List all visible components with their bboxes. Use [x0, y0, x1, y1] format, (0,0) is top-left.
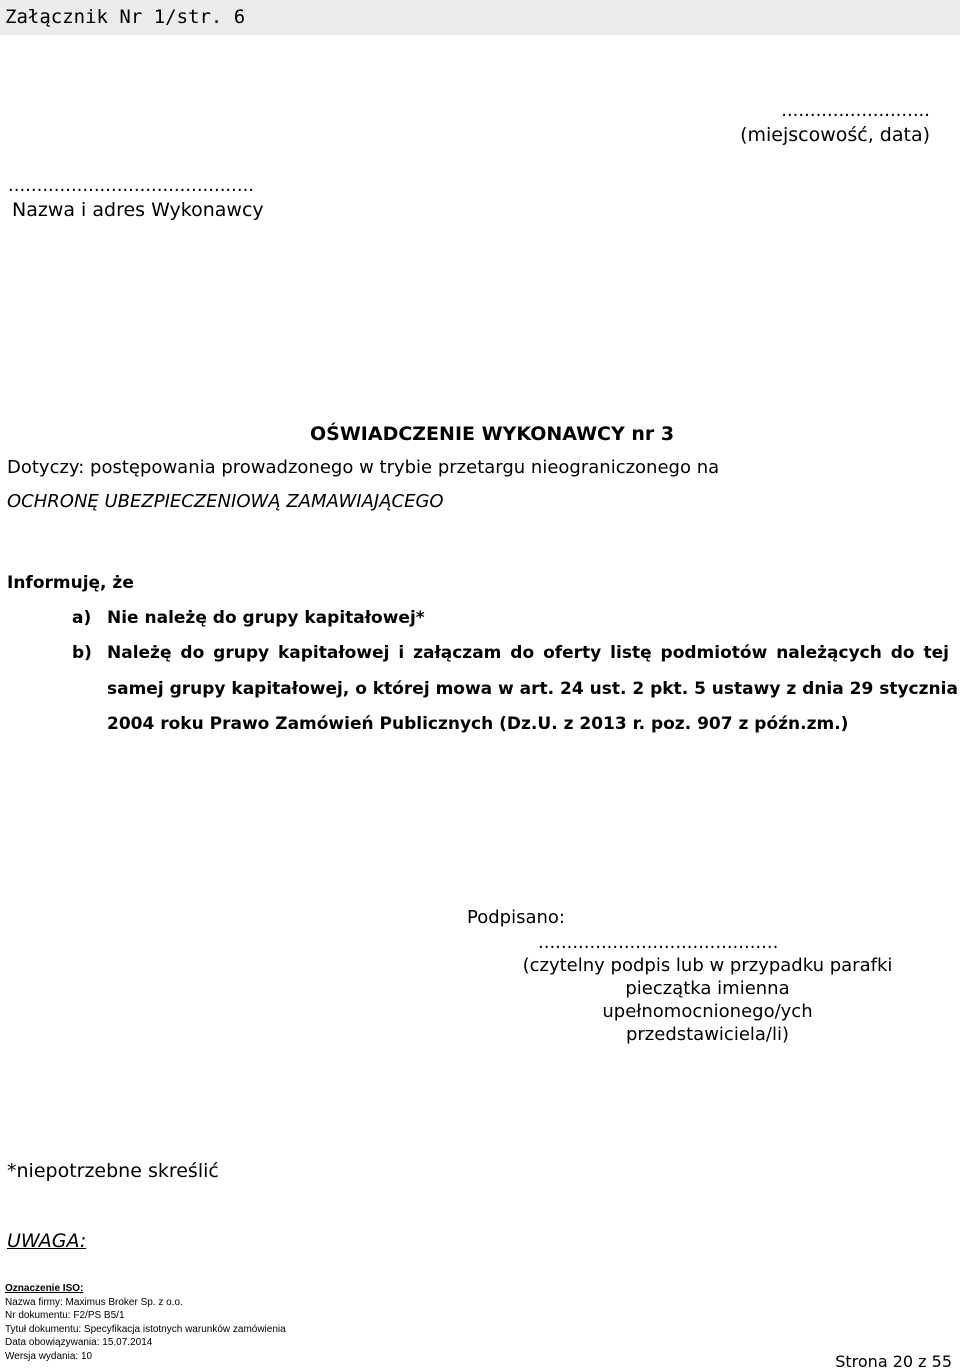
place-date-dots: .......................... — [781, 100, 930, 121]
statement-intro: Informuję, że — [7, 573, 134, 593]
option-b-line3: 2004 roku Prawo Zamówień Publicznych (Dz.U. z 2013 r. poz. 907 z późn.zm.) — [107, 714, 849, 734]
signature-label: Podpisano: — [467, 907, 565, 928]
footer-version: Wersja wydania: 10 — [5, 1350, 93, 1362]
statement-title: OŚWIADCZENIE WYKONAWCY nr 3 — [310, 423, 675, 445]
document-footer — [5, 1282, 286, 1363]
statement-subject-italic: OCHRONĘ UBEZPIECZENIOWĄ ZAMAWIAJĄCEGO — [7, 491, 444, 512]
contractor-dots: ........................................... — [8, 175, 255, 196]
contractor-label: Nazwa i adres Wykonawcy — [12, 199, 264, 221]
annex-title: Załącznik Nr 1/str. 6 — [5, 6, 246, 28]
option-b-marker: b) — [72, 643, 92, 663]
footer-doc-number: Nr dokumentu: F2/PS B5/1 — [5, 1310, 125, 1321]
footer-doc-title: Tytuł dokumentu: Specyfikacja istotnych warunków zamówienia — [5, 1323, 286, 1335]
option-a-marker: a) — [72, 608, 92, 628]
page-number: Strona 20 z 55 — [835, 1352, 952, 1371]
option-b-line1: Należę do grupy kapitałowej i załączam do oferty listę podmiotów należących do tej — [107, 643, 949, 663]
footer-company: Nazwa firmy: Maximus Broker Sp. z o.o. — [5, 1296, 183, 1308]
warning-label: UWAGA: — [7, 1230, 87, 1252]
option-b-line2: samej grupy kapitałowej, o której mowa w art. 24 ust. 2 pkt. 5 ustawy z dnia 29 stycznia — [107, 679, 958, 699]
statement-subject: Dotyczy: postępowania prowadzonego w trybie przetargu nieograniczonego na — [7, 457, 720, 478]
place-date-label: (miejscowość, data) — [740, 124, 930, 146]
header-bar — [0, 0, 960, 35]
signature-line-2: pieczątka imienna upełnomocnionego/ych — [602, 978, 813, 1022]
footer-iso: Oznaczenie ISO: — [5, 1283, 84, 1294]
option-a-text: Nie należę do grupy kapitałowej* — [107, 608, 425, 628]
footnote: *niepotrzebne skreślić — [7, 1160, 219, 1182]
signature-dots: .......................................... — [538, 932, 779, 953]
footer-valid-date: Data obowiązywania: 15.07.2014 — [5, 1337, 153, 1348]
signature-line-1: (czytelny podpis lub w przypadku parafki — [522, 955, 893, 976]
signature-line-3: przedstawiciela/li) — [625, 1024, 790, 1045]
signature-caption — [520, 954, 895, 1046]
